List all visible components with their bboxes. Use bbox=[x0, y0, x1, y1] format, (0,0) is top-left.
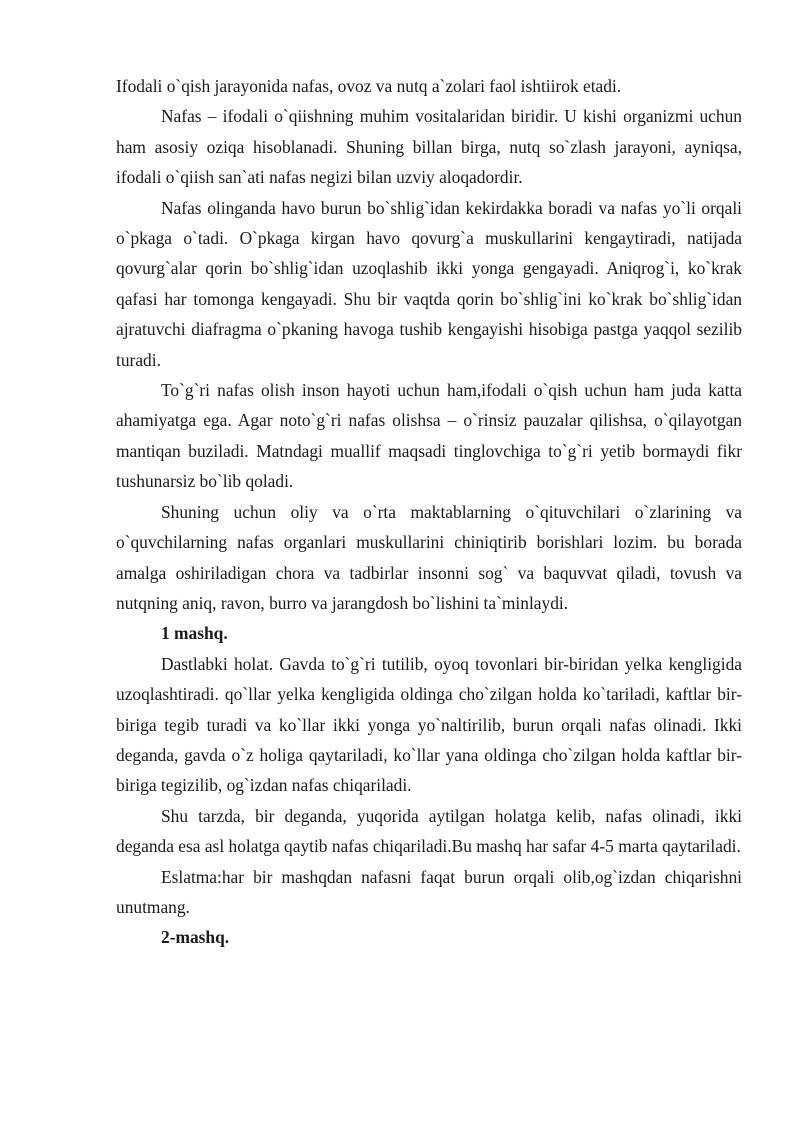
document-body bbox=[116, 71, 742, 953]
paragraph-nafas-olish: Nafas olinganda havo burun bo`shlig`idan kekirdakka boradi va nafas yo`li orqali o`pkaga o`tadi. O`pkaga kirgan havo qovurg`a muskullarini kengaytiradi, natijada qovurg`alar qorin bo`shlig`idan uzoqlashib ikki yonga gengayadi. Aniqrog`i, ko`krak qafasi har tomonga kengayadi. Shu bir vaqtda qorin bo`shlig`ini ko`krak bo`shlig`idan ajratuvchi diafragma o`pkaning havoga tushib kengayishi hisobiga pastga yaqqol sezilib turadi. bbox=[116, 197, 742, 370]
paragraph-oqituvchilar: Shuning uchun oliy va o`rta maktablarning o`qituvchilari o`zlarining va o`quvchilarning nafas organlari muskullarini chiniqtirib borishlari lozim. bu borada amalga oshiriladigan chora va tadbirlar insonni sog` va baquvvat qiladi, tovush va nutqning aniq, ravon, burro va jarangdosh bo`lishini ta`minlaydi. bbox=[116, 501, 742, 613]
exercise-1-paragraph: Shu tarzda, bir deganda, yuqorida aytilgan holatga kelib, nafas olinadi, ikki deganda esa asl holatga qaytib nafas chiqariladi.Bu mashq har safar 4-5 marta qaytariladi. bbox=[116, 805, 742, 857]
paragraph-togri-nafas: To`g`ri nafas olish inson hayoti uchun ham,ifodali o`qish uchun ham juda katta ahamiyatga ega. Agar noto`g`ri nafas olishsa – o`rinsiz pauzalar qilishsa, o`qilayotgan mantiqan buziladi. Matndagi muallif maqsadi tinglovchiga to`g`ri yetib bormaydi fikr tushunarsiz bo`lib qoladi. bbox=[116, 380, 742, 492]
exercise-1-heading: 1 mashq. bbox=[161, 623, 228, 644]
exercise-1-paragraph: Dastlabki holat. Gavda to`g`ri tutilib, oyoq tovonlari bir-biridan yelka kengligida uzoqlashtiradi. qo`llar yelka kengligida oldinga cho`zilgan holda ko`tariladi, kaftlar bir-biriga tegib turadi va ko`llar ikki yonga yo`naltirilib, burun orqali nafas olinadi. Ikki deganda, gavda o`z holiga qaytariladi, ko`llar yana oldinga cho`zilgan holda kaftlar bir-biriga tegizilib, og`izdan nafas chiqariladi. bbox=[116, 653, 742, 796]
exercise-1-note: Eslatma:har bir mashqdan nafasni faqat burun orqali olib,og`izdan chiqarishni unutmang. bbox=[116, 866, 742, 917]
exercise-2-heading: 2-mashq. bbox=[161, 927, 230, 948]
lead-sentence: Ifodali o`qish jarayonida nafas, ovoz va nutq a`zolari faol ishtiirok etadi. bbox=[116, 76, 622, 96]
paragraph-nafas-vosita: Nafas – ifodali o`qiishning muhim vositalaridan biridir. U kishi organizmi uchun ham asosiy oziqa hisoblanadi. Shuning billan birga, nutq so`zlash jarayoni, ayniqsa, ifodali o`qiish san`ati nafas negizi bilan uzviy aloqadordir. bbox=[116, 106, 742, 188]
